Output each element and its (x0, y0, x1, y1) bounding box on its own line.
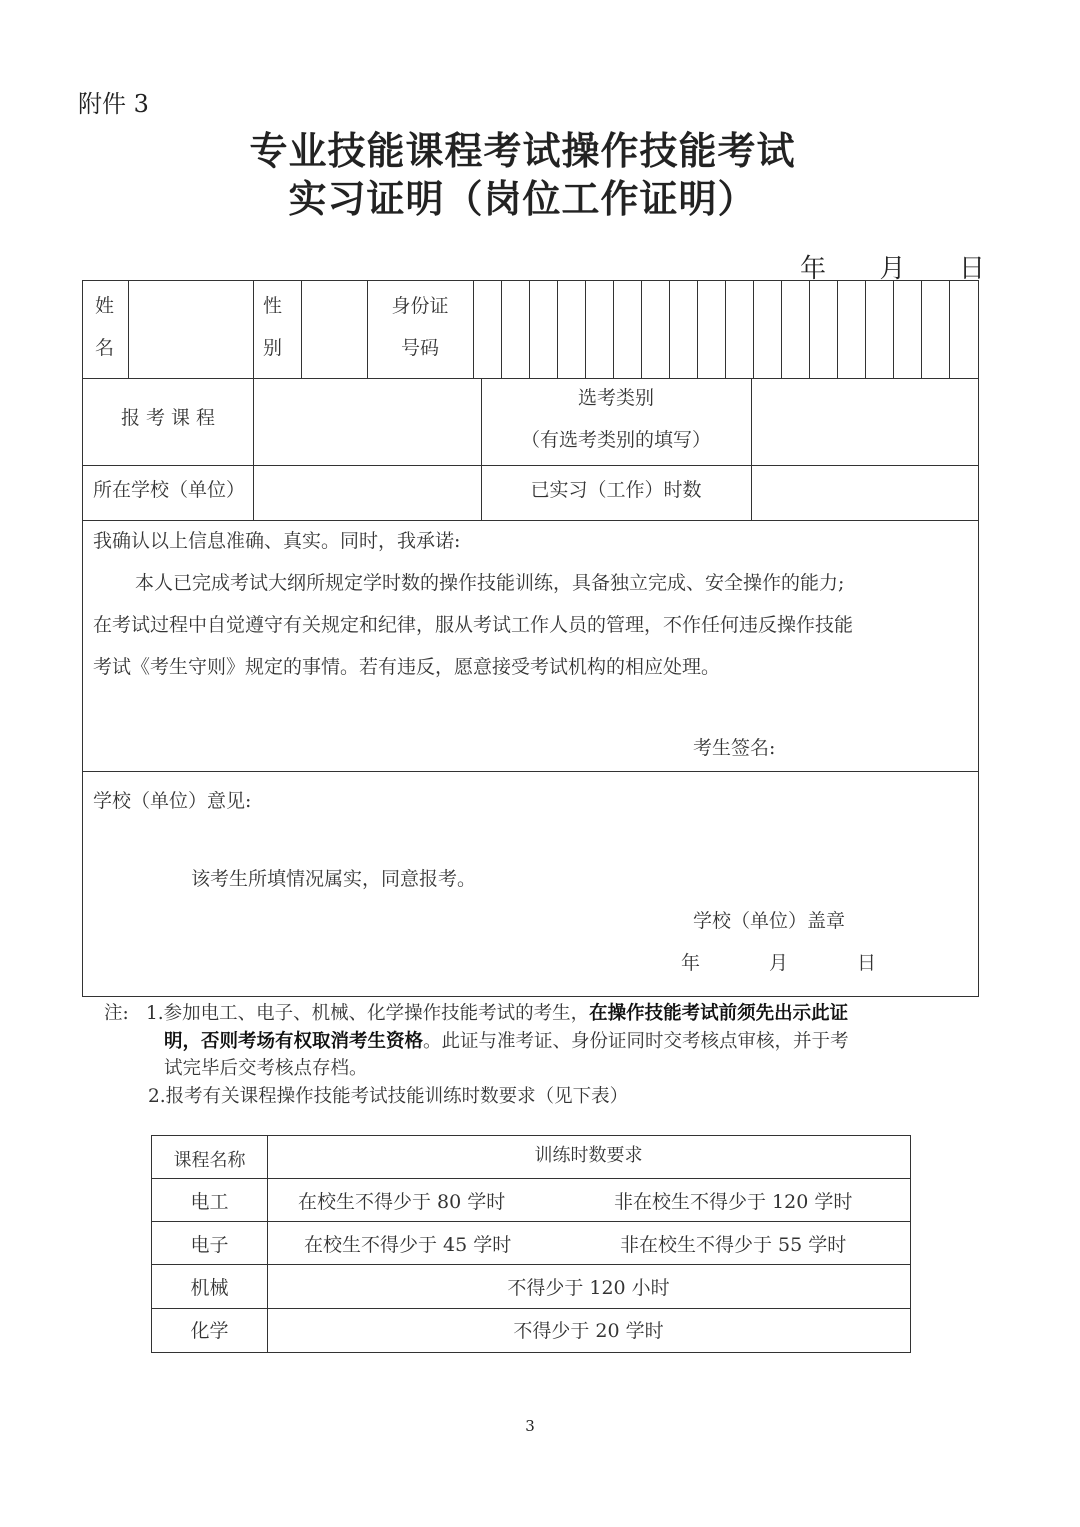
row-combined-requirement: 不得少于 120 小时 (507, 1277, 670, 1299)
attachment-label: 附件 3 (78, 90, 149, 118)
header-training-requirement: 训练时数要求 (534, 1145, 643, 1166)
date-year-label: 年 (800, 254, 827, 284)
table-row-divider (152, 1264, 910, 1265)
row-course: 电子 (190, 1234, 229, 1256)
certificate-form (82, 280, 979, 997)
row-course: 机械 (190, 1277, 229, 1299)
id-box-divider (669, 281, 670, 378)
pledge-intro: 我确认以上信息准确、真实。同时，我承诺: (93, 530, 461, 552)
id-box-divider (893, 281, 894, 378)
row-divider (83, 465, 978, 466)
id-box-divider (781, 281, 782, 378)
col-divider (128, 281, 129, 378)
school-opinion-label: 学校（单位）意见: (93, 790, 252, 812)
col-divider (751, 378, 752, 520)
pledge-line-3: 考试《考生守则》规定的事情。若有违反，愿意接受考试机构的相应处理。 (93, 656, 721, 678)
id-label-top: 身份证 (391, 295, 449, 317)
col-divider (473, 281, 474, 378)
id-box-divider (585, 281, 586, 378)
note-1-part-d: 。此证与准考证、身份证同时交考核点审核，并于考 (423, 1031, 849, 1052)
note-1-line-1 (146, 1000, 986, 1028)
category-label: 选考类别 (577, 387, 654, 409)
name-label-top: 姓 (95, 295, 115, 317)
document-title-line1: 专业技能课程考试操作技能考试 (249, 128, 796, 173)
id-box-divider (529, 281, 530, 378)
id-box-divider (949, 281, 950, 378)
table-row-divider (152, 1308, 910, 1309)
note-1-emphasis-a: 在操作技能考试前须先出示此证 (589, 1003, 849, 1024)
document-title-line2: 实习证明（岗位工作证明） (288, 176, 757, 221)
gender-label-top: 性 (263, 295, 283, 317)
school-seal-label: 学校（单位）盖章 (693, 910, 846, 932)
page-number: 3 (525, 1417, 535, 1435)
date-day-label: 日 (958, 254, 985, 284)
note-1-part-a: 1.参加电工、电子、机械、化学操作技能考试的考生， (146, 1003, 590, 1024)
col-divider (253, 281, 254, 378)
id-box-divider (753, 281, 754, 378)
id-box-divider (641, 281, 642, 378)
note-1-line-2 (164, 1028, 984, 1056)
row-in-school: 在校生不得少于 80 学时 (298, 1191, 506, 1213)
header-course-name: 课程名称 (173, 1150, 246, 1171)
id-box-divider (725, 281, 726, 378)
row-combined-requirement: 不得少于 20 学时 (513, 1320, 664, 1342)
id-box-divider (557, 281, 558, 378)
row-divider (83, 771, 978, 772)
id-box-divider (865, 281, 866, 378)
name-label-bottom: 名 (95, 337, 115, 359)
row-course: 化学 (190, 1320, 229, 1342)
row-divider (83, 378, 978, 379)
note-1-line-3: 试完毕后交考核点存档。 (164, 1058, 368, 1079)
pledge-line-2: 在考试过程中自觉遵守有关规定和纪律，服从考试工作人员的管理，不作任何违反操作技能 (93, 614, 854, 636)
note-2: 2.报考有关课程操作技能考试技能训练时数要求（见下表） (148, 1086, 629, 1107)
table-row-divider (152, 1178, 910, 1179)
signature-label: 考生签名: (693, 737, 776, 759)
note-1-emphasis-b: 明，否则考场有权取消考生资格 (164, 1031, 424, 1052)
gender-label-bottom: 别 (263, 337, 283, 359)
id-box-divider (697, 281, 698, 378)
col-divider (253, 378, 254, 520)
row-divider (83, 520, 978, 521)
seal-month-label: 月 (769, 952, 789, 974)
category-note: （有选考类别的填写） (520, 429, 711, 451)
notes-prefix: 注: (104, 1003, 129, 1024)
seal-year-label: 年 (681, 952, 701, 974)
seal-day-label: 日 (857, 952, 877, 974)
pledge-line-1: 本人已完成考试大纲所规定学时数的操作技能训练，具备独立完成、安全操作的能力; (135, 572, 845, 594)
id-box-divider (809, 281, 810, 378)
date-month-label: 月 (879, 254, 906, 284)
table-row-divider (152, 1221, 910, 1222)
id-label-bottom: 号码 (400, 337, 439, 359)
row-not-in-school: 非在校生不得少于 55 学时 (620, 1234, 847, 1256)
row-in-school: 在校生不得少于 45 学时 (304, 1234, 512, 1256)
col-divider (301, 281, 302, 378)
hours-label: 已实习（工作）时数 (530, 479, 702, 501)
row-not-in-school: 非在校生不得少于 120 学时 (614, 1191, 853, 1213)
id-box-divider (613, 281, 614, 378)
id-box-divider (501, 281, 502, 378)
row-course: 电工 (190, 1191, 229, 1213)
school-opinion-text: 该考生所填情况属实，同意报考。 (191, 868, 477, 890)
training-hours-table (151, 1135, 911, 1353)
school-label: 所在学校（单位） (93, 479, 246, 501)
id-box-divider (921, 281, 922, 378)
id-box-divider (837, 281, 838, 378)
course-label: 报 考 课 程 (120, 407, 216, 429)
